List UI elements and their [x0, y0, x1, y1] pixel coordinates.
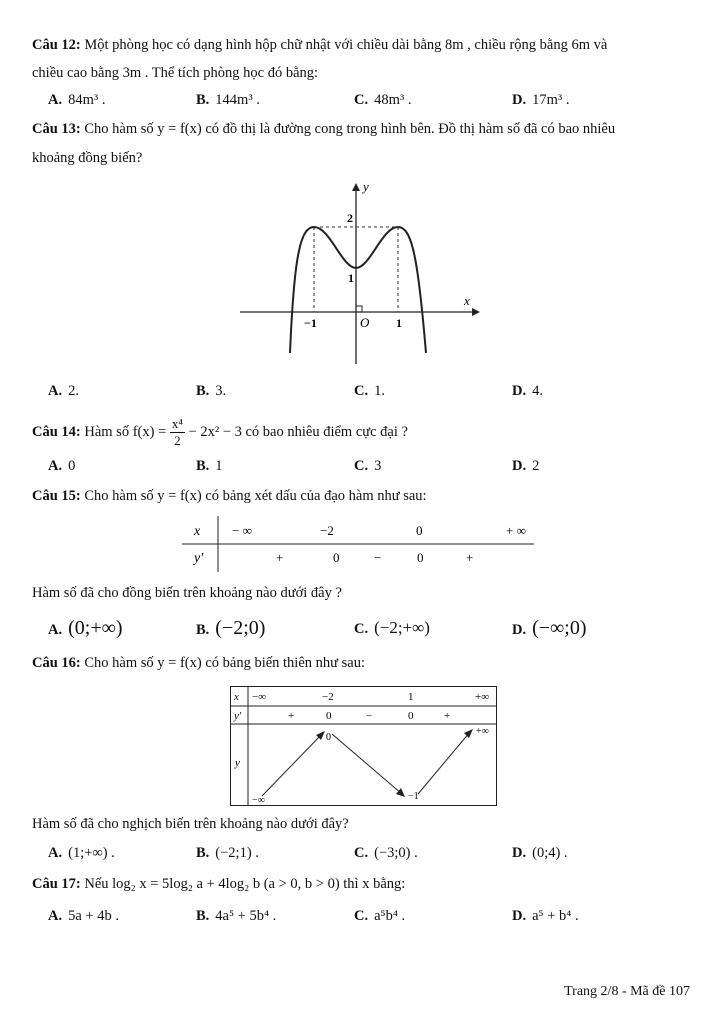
- function-curve: [290, 227, 426, 353]
- q15-x-label: x: [194, 524, 201, 539]
- svg-text:+: +: [288, 710, 295, 722]
- svg-text:+∞: +∞: [476, 726, 489, 737]
- q15-label: Câu 15:: [32, 488, 81, 504]
- svg-text:− ∞: − ∞: [232, 523, 252, 538]
- q17-label: Câu 17:: [32, 876, 81, 892]
- x-axis-arrow: [472, 308, 480, 316]
- arrow-down: [332, 734, 402, 794]
- y-tick-2: 2: [347, 211, 353, 225]
- svg-text:+ ∞: + ∞: [506, 523, 526, 538]
- q16-option-a[interactable]: A. (1;+∞) .: [48, 845, 115, 861]
- q12-option-c[interactable]: C. 48m³ .: [354, 92, 412, 108]
- q17-option-c[interactable]: C. a⁵b⁴ .: [354, 908, 406, 924]
- q12-options: [48, 89, 688, 111]
- q17-option-d[interactable]: D. a⁵ + b⁴ .: [512, 908, 579, 924]
- svg-text:+: +: [466, 550, 474, 565]
- svg-text:0: 0: [408, 710, 414, 722]
- svg-text:y: y: [235, 757, 240, 769]
- q14-option-a[interactable]: A. 0: [48, 458, 76, 474]
- q13-options: [48, 380, 688, 402]
- q14-option-b[interactable]: B. 1: [196, 458, 223, 474]
- q16-option-c[interactable]: C. (−3;0) .: [354, 845, 418, 861]
- svg-text:−2: −2: [320, 523, 334, 538]
- q15-option-d[interactable]: D. (−∞;0): [512, 617, 587, 639]
- q15-option-b[interactable]: B. (−2;0): [196, 617, 266, 639]
- q16-label: Câu 16:: [32, 655, 81, 671]
- svg-text:−: −: [366, 710, 373, 722]
- q16-variation-table: [230, 686, 500, 808]
- svg-text:+∞: +∞: [475, 691, 490, 703]
- svg-text:1: 1: [408, 691, 414, 703]
- q12-line2: chiều cao bằng 3m . Thể tích phòng học đó bằng:: [32, 65, 319, 81]
- svg-text:y′: y′: [234, 710, 242, 722]
- q14-fraction: $\frac{\text{x⁴}}{2}$: [171, 416, 183, 449]
- svg-text:0: 0: [333, 550, 340, 565]
- q13-option-d[interactable]: D. 4.: [512, 383, 543, 399]
- svg-text:−∞: −∞: [252, 795, 265, 806]
- q12-option-b[interactable]: B. 144m³ .: [196, 92, 260, 108]
- svg-text:0: 0: [326, 710, 332, 722]
- q15-line1: Câu 15: Cho hàm số y = f(x) có bảng xét dấu của đạo hàm như sau:: [32, 488, 427, 504]
- arrow-up-1: [262, 734, 322, 796]
- y-axis-arrow: [352, 183, 360, 191]
- svg-text:−1: −1: [408, 791, 419, 802]
- svg-text:−2: −2: [322, 691, 334, 703]
- x-axis-label: x: [464, 293, 470, 308]
- x-tick-neg1: −1: [304, 316, 317, 330]
- q17-option-a[interactable]: A. 5a + 4b .: [48, 908, 119, 924]
- q13-option-a[interactable]: A. 2.: [48, 383, 79, 399]
- q12-option-d[interactable]: D. 17m³ .: [512, 92, 570, 108]
- q17-line1: Câu 17: Nếu log₂ x = 5log₂ a + 4log₂ b (a > 0, b > 0) thì x bằng:: [32, 876, 406, 892]
- q17-option-b[interactable]: B. 4a⁵ + 5b⁴ .: [196, 908, 277, 924]
- right-angle-mark: [356, 306, 362, 312]
- q13-label: Câu 13:: [32, 121, 81, 137]
- q14-option-c[interactable]: C. 3: [354, 458, 382, 474]
- q16-line1: Câu 16: Cho hàm số y = f(x) có bảng biến thiên như sau:: [32, 655, 365, 671]
- svg-text:0: 0: [417, 550, 424, 565]
- q16-option-d[interactable]: D. (0;4) .: [512, 845, 568, 861]
- q14-option-d[interactable]: D. 2: [512, 458, 540, 474]
- q12-option-a[interactable]: A. 84m³ .: [48, 92, 106, 108]
- q15-sign-table: [182, 514, 538, 574]
- q14-line1: Câu 14: Hàm số f(x) = $\frac{\text{x⁴}}{2}$ − 2x² − 3 có bao nhiêu điểm cực đại ?: [32, 416, 408, 449]
- svg-text:−∞: −∞: [252, 691, 267, 703]
- q13-line1: Câu 13: Cho hàm số y = f(x) có đồ thị là đường cong trong hình bên. Đồ thị hàm số đã có bao nhiêu: [32, 121, 616, 137]
- q12-label: Câu 12:: [32, 37, 81, 53]
- q13-line2: khoảng đồng biến?: [32, 150, 143, 166]
- q14-options: [48, 455, 688, 477]
- q16-options: [48, 842, 688, 864]
- q16-option-b[interactable]: B. (−2;1) .: [196, 845, 259, 861]
- svg-text:+: +: [444, 710, 451, 722]
- svg-text:0: 0: [326, 732, 331, 743]
- q13-option-b[interactable]: B. 3.: [196, 383, 227, 399]
- q17-options: [48, 905, 688, 927]
- q15-option-a[interactable]: A. (0;+∞): [48, 617, 123, 639]
- y-tick-1: 1: [348, 271, 354, 285]
- q15-question: Hàm số đã cho đồng biến trên khoảng nào dưới đây ?: [32, 585, 342, 601]
- x-tick-1: 1: [396, 316, 402, 330]
- q13-graph: [230, 178, 490, 368]
- svg-text:−: −: [374, 550, 382, 565]
- q13-option-c[interactable]: C. 1.: [354, 383, 385, 399]
- arrow-up-2: [418, 732, 470, 794]
- svg-text:x: x: [234, 691, 239, 703]
- q16-question: Hàm số đã cho nghịch biến trên khoảng nào dưới đây?: [32, 816, 349, 832]
- svg-text:0: 0: [416, 523, 423, 538]
- q15-yp-label: y′: [194, 551, 204, 566]
- q14-label: Câu 14:: [32, 424, 81, 440]
- y-axis-label: y: [363, 179, 369, 194]
- q15-options: [48, 615, 688, 641]
- origin-label: O: [360, 315, 370, 330]
- svg-text:+: +: [276, 550, 284, 565]
- q15-option-c[interactable]: C. (−2;+∞): [354, 618, 430, 637]
- page-footer: Trang 2/8 - Mã đề 107: [564, 984, 690, 999]
- q12-line1: Câu 12: Một phòng học có dạng hình hộp chữ nhật với chiều dài bằng 8m , chiều rộng bằng 6m và: [32, 37, 608, 53]
